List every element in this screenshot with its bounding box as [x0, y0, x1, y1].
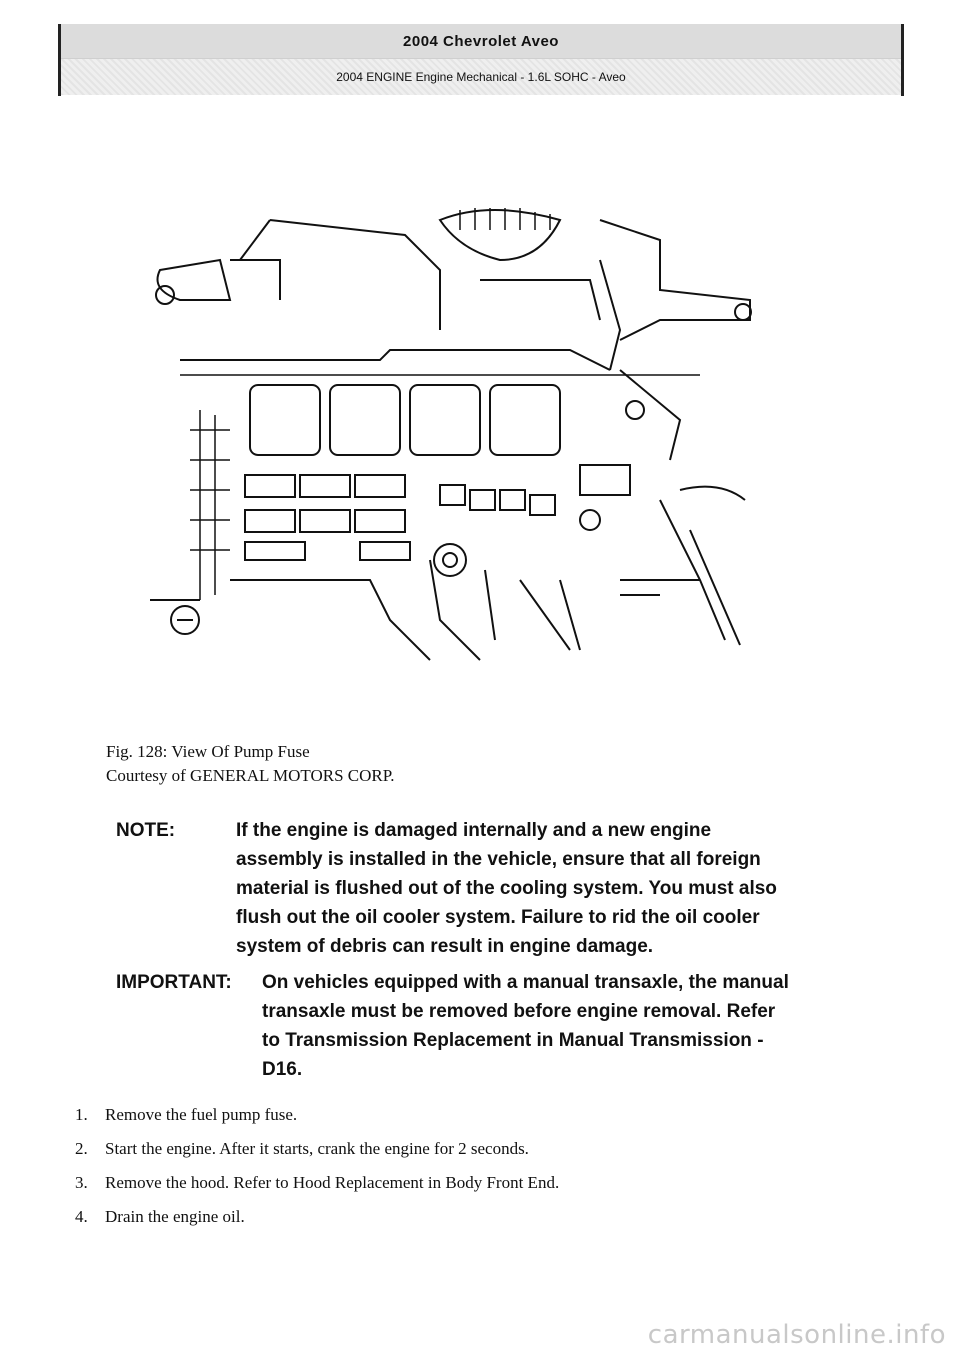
- step-text: Remove the fuel pump fuse.: [105, 1105, 298, 1124]
- list-item: [75, 1098, 559, 1132]
- step-number: 4.: [75, 1207, 88, 1226]
- document-subtitle: 2004 ENGINE Engine Mechanical - 1.6L SOHC - Aveo: [61, 58, 901, 95]
- step-number: 3.: [75, 1173, 88, 1192]
- note-text: [236, 816, 777, 961]
- procedure-steps: [75, 1098, 559, 1234]
- page-header: [58, 24, 904, 96]
- step-number: 2.: [75, 1139, 88, 1158]
- list-item: [75, 1200, 559, 1234]
- important-line: transaxle must be removed before engine removal. Refer: [262, 1001, 776, 1022]
- note-line: system of debris can result in engine damage.: [236, 936, 654, 957]
- important-line: to Transmission Replacement in Manual Transmission -: [262, 1030, 764, 1051]
- important-block: [116, 968, 789, 1084]
- step-number: 1.: [75, 1105, 88, 1124]
- list-item: [75, 1166, 559, 1200]
- document-title: 2004 Chevrolet Aveo: [61, 24, 901, 58]
- important-line: D16.: [262, 1059, 303, 1080]
- note-label: NOTE:: [116, 820, 176, 841]
- important-text: [262, 968, 789, 1084]
- note-line: material is flushed out of the cooling system. You must also: [236, 878, 777, 899]
- important-label: IMPORTANT:: [116, 972, 232, 993]
- watermark: carmanualsonline.info: [647, 1320, 946, 1350]
- step-text: Start the engine. After it starts, crank the engine for 2 seconds.: [105, 1139, 529, 1158]
- note-line: flush out the oil cooler system. Failure to rid the oil cooler: [236, 907, 760, 928]
- step-text: Remove the hood. Refer to Hood Replacement in Body Front End.: [105, 1173, 560, 1192]
- note-line: If the engine is damaged internally and a new engine: [236, 820, 712, 841]
- note-block: [116, 816, 777, 961]
- figure-caption: [106, 740, 395, 788]
- list-item: [75, 1132, 559, 1166]
- figure-caption-title: Fig. 128: View Of Pump Fuse: [106, 742, 310, 761]
- engine-fuse-illustration: [140, 200, 760, 670]
- note-line: assembly is installed in the vehicle, ensure that all foreign: [236, 849, 761, 870]
- important-line: On vehicles equipped with a manual transaxle, the manual: [262, 972, 789, 993]
- step-text: Drain the engine oil.: [105, 1207, 245, 1226]
- figure-caption-credit: Courtesy of GENERAL MOTORS CORP.: [106, 766, 395, 785]
